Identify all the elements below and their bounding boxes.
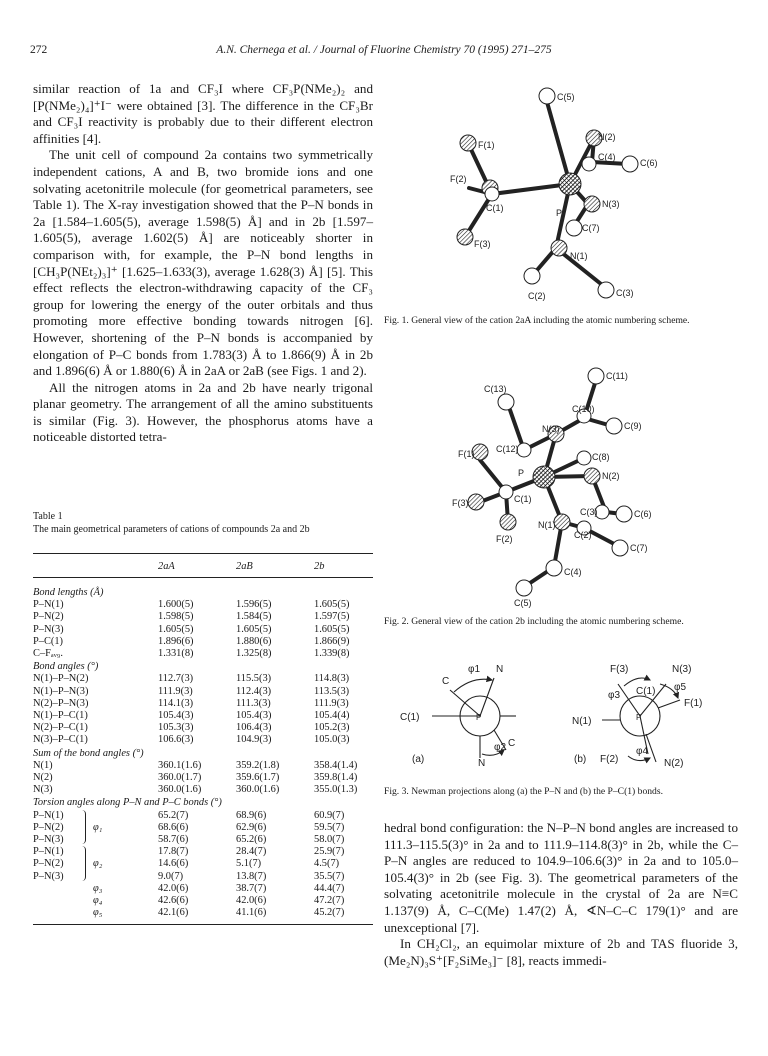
table-cell: 1.325(8) [236,648,272,659]
atom-label: C(3) [616,288,634,298]
table-cell: 68.6(6) [158,821,189,833]
table-cell: 42.0(6) [236,895,267,906]
fig3-label: N [496,664,504,675]
table-cell: 360.1(1.6) [158,759,202,771]
table-cell: 104.9(3) [236,734,272,746]
table-cell: P–N(1) [33,809,64,821]
table-label: Table 1 [33,511,63,522]
table-cell: 1.596(5) [236,599,272,611]
column-header: 2aB [236,561,253,572]
table-cell: 13.8(7) [236,870,267,882]
table-cell: 28.4(7) [236,846,267,858]
atom-label: C(6) [640,158,658,168]
table-cell: 113.5(3) [314,685,350,697]
table-cell: N(3)–P–C(1) [33,734,88,746]
table-cell: 111.9(3) [158,685,193,697]
group-label: φ₂ [93,858,103,870]
table-cell: P–N(1) [33,599,64,611]
table-cell: 58.7(6) [158,834,189,845]
atom-label: C(5) [557,92,575,102]
brace [79,810,86,845]
table-cell: 359.8(1.4) [314,772,358,783]
table-cell: 106.4(3) [236,722,272,734]
table-cell: P–N(3) [33,623,64,635]
table-cell: 105.4(3) [158,710,194,721]
table-cell: 358.4(1.4) [314,759,358,771]
fig3-label: C [442,676,450,687]
fig3-label: φ1 [468,664,481,675]
table-cell: P–N(3) [33,870,64,882]
fig3-label: C(1) [636,686,656,697]
fig3-label: N(2) [664,758,684,769]
table-cell: 1.600(5) [158,599,194,611]
table-cell: 59.5(7) [314,821,345,833]
fig3-label: (a) [412,754,425,765]
atom-label: C(2) [528,291,546,301]
table-cell: 1.584(5) [236,611,272,623]
table-cell: N(3) [33,784,53,796]
table-cell: 1.605(5) [314,599,350,611]
atom-label: C(4) [564,567,582,577]
table-cell: 1.605(5) [314,623,350,635]
figure-1-caption: Fig. 1. General view of the cation 2aA including the atomic numbering scheme. [384,315,690,326]
table-cell: 105.2(3) [314,722,350,734]
table-cell: 111.9(3) [314,697,349,709]
table-cell: P–N(1) [33,846,64,858]
table-cell: 68.9(6) [236,809,267,821]
fig3-label: N [478,758,486,769]
table-cell: 62.9(6) [236,821,267,833]
fig3-label: φ2 [494,742,507,753]
atom-label: F(1) [458,449,475,459]
table-cell: 105.3(3) [158,722,194,734]
table-cell: 360.0(1.6) [158,784,202,796]
table-cell: 1.598(5) [158,611,194,623]
table-cell: 360.0(1.6) [236,784,280,796]
table-cell: 42.0(6) [158,882,189,894]
atom-label: C(8) [592,452,610,462]
table-cell: 1.896(6) [158,635,194,647]
table-cell: 65.2(7) [158,809,189,821]
table-cell: 25.9(7) [314,846,345,858]
fig3-label: P [476,713,482,722]
atom-label: F(2) [496,534,513,544]
atom-label: C(12) [496,444,519,454]
table-cell: 4.5(7) [314,858,340,870]
table-cell: P–N(2) [33,858,64,870]
table-cell: 114.8(3) [314,673,350,685]
table-title: The main geometrical parameters of cations of compounds 2a and 2b [33,523,310,535]
atom-label: C(13) [484,384,507,394]
table-cell: 65.2(6) [236,834,267,845]
table-cell: 114.1(3) [158,697,194,709]
atom-label: C(7) [630,543,648,553]
column-header: 2aA [158,561,175,572]
figure-2-caption: Fig. 2. General view of the cation 2b including the atomic numbering scheme. [384,616,684,627]
fig3-label: F(2) [600,754,619,765]
table-cell: 106.6(3) [158,734,194,746]
atom-label: N(3) [602,199,620,209]
atom-label: F(3) [474,239,491,249]
fig3-label: N(1) [572,716,592,727]
table-cell: P–N(2) [33,611,64,623]
fig3-label: φ5 [674,682,687,693]
fig3-label: N(3) [672,664,692,675]
table-cell: 60.9(7) [314,809,345,821]
table-cell: φ₃ [93,882,103,894]
table-cell: C–Fₐᵥ₉. [33,648,64,659]
paragraph: In CH₂Cl₂, an equimolar mixture of 2b and TAS fluoride 3, (Me₂N)₃S⁺[F₂SiMe₃]⁻ [8], reacts immedi- [384,936,738,968]
table-cell: 1.866(9) [314,635,350,647]
atom-label: F(1) [478,140,495,150]
fig3-label: F(3) [610,664,629,675]
fig3-label: C [508,738,516,749]
atom-label: N(1) [570,251,588,261]
atom-label: C(11) [606,371,628,381]
atom-label: C(9) [624,421,642,431]
table-cell: 1.331(8) [158,648,194,659]
table-cell: 115.5(3) [236,673,272,685]
atom-label: C(1) [486,203,504,213]
table-cell: 112.4(3) [236,685,272,697]
atom-label: N(2) [598,132,616,142]
table-cell: 42.6(6) [158,895,189,906]
table-cell: 44.4(7) [314,882,345,894]
atom-label: C(4) [598,152,616,162]
table-cell: 42.1(6) [158,907,189,919]
table-cell: 58.0(7) [314,834,345,845]
left-column-text [33,81,373,446]
table-cell: N(1)–P–C(1) [33,710,88,721]
table-caption [33,511,373,536]
paragraph: The unit cell of compound 2a contains two symmetrically independent cations, A and B, two bromide ions and one solvating acetonitrile molecule (for geometrical parameters, see Table 1). The X-ray investigation showed that the P–N bonds in 2a [1.584–1.605(5), average 1.598(5) Å] and in 2b [1.597–1.605(5), average 1.602(5) Å] are noticeably shorter in comparison with, for example, the P–N bond lengths in [CH₃P(NEt₂)₃]⁺ [1.625–1.633(3), average 1.628(3) Å] [5]. This effect reflects the electron-withdrawing capacity of the CF₃ group for lowering the energy of the outer orbitals and thus promoting more effective bonding towards nitrogen [6]. However, shortening of the P–N bonds is accompanied by elongation of P–C bonds from 1.783(3) Å to 1.866(9) Å in 2b and 1.896(6) Å or 1.880(6) Å in 2aA or 2aB (see Figs. 1 and 2). [33,147,373,379]
atom-label: N(1) [538,520,556,530]
table-cell: 359.6(1.7) [236,772,280,783]
running-head: A.N. Chernega et al. / Journal of Fluorine Chemistry 70 (1995) 271–275 [216,44,552,56]
section-title-text: Bond angles (°) [33,661,99,673]
table-cell: 38.7(7) [236,882,267,894]
table-cell: 1.880(6) [236,635,272,647]
table-rule [33,924,373,925]
figure-3-caption: Fig. 3. Newman projections along (a) the P–N and (b) the P–C(1) bonds. [384,786,663,797]
table-cell: 105.4(3) [236,710,272,721]
atom-label: C(5) [514,598,532,608]
table-cell: 41.1(6) [236,907,267,919]
table-cell: 9.0(7) [158,870,184,882]
table-cell: N(1)–P–N(2) [33,673,89,685]
table-cell: φ₅ [93,907,103,919]
table-cell: P–C(1) [33,635,64,647]
table-rule [33,577,373,578]
table-cell: φ₄ [93,895,103,906]
fig3-label: φ4 [636,746,649,757]
table-cell: 17.8(7) [158,846,189,858]
table-cell: 112.7(3) [158,673,194,685]
column-header: 2b [314,561,325,572]
section-title-text: Torsion angles along P–N and P–C bonds (°) [33,797,222,809]
paragraph: hedral bond configuration: the N–P–N bond angles are increased to 111.3–115.5(3)° in 2a and to 111.9–114.8(3)° in 2b, while the C–P–N angles are reduced to 104.9–106.6(3)° in 2a and to 105.0–105.4(3)° in 2b (see Fig. 3). The geometrical parameters of the solvating acetonitrile molecule in the crystal of 2a are N≡C 1.137(9) Å, C–C(Me) 1.47(2) Å, ∢N–C–C 179(1)° and are unexceptional [7]. [384,820,738,935]
table-cell: P–N(3) [33,834,64,845]
table-cell: 1.339(8) [314,648,350,659]
table-cell: 1.597(5) [314,611,350,623]
atom-label: F(3) [452,498,469,508]
figure-3-newman [384,654,738,782]
fig3-label: (b) [574,754,587,765]
fig3-label: F(1) [684,698,703,709]
atom-label: F(2) [450,174,467,184]
table-cell: P–N(2) [33,821,64,833]
table-cell: 1.605(5) [236,623,272,635]
table-cell: N(2)–P–C(1) [33,722,88,734]
table-cell: 111.3(3) [236,697,271,709]
table-cell: 14.6(6) [158,858,189,870]
table-cell: 47.2(7) [314,895,345,906]
table-cell: 45.2(7) [314,907,345,919]
paragraph: All the nitrogen atoms in 2a and 2b have nearly trigonal planar geometry. The arrangement of all the amino substituents is similar (Fig. 3). However, the phosphorus atoms have a noticeable distorted tetra- [33,379,373,445]
atom-label: P [556,208,563,218]
atom-label: P [518,468,525,478]
atom-label: C(6) [634,509,652,519]
group-label: φ₁ [93,821,103,833]
table-cell: 1.605(5) [158,623,194,635]
atom-label: C(3) [580,507,598,517]
table-cell: 360.0(1.7) [158,772,202,783]
table-cell: 359.2(1.8) [236,759,280,771]
section-title-text: Sum of the bond angles (°) [33,747,144,759]
atom-label: C(2) [574,530,592,540]
table-cell: 5.1(7) [236,858,262,870]
table-cell: 355.0(1.3) [314,784,358,796]
atom-label: N(2) [602,471,620,481]
atom-label: C(10) [572,404,595,414]
atom-label: C(7) [582,223,600,233]
paragraph: similar reaction of 1a and CF₃I where CF₃P(NMe₂)₂ and [P(NMe₂)₄]⁺I⁻ were obtained [3]. The difference in the CF₃Br and CF₃I reactivity is probably due to their different electron affinities [4]. [33,81,373,146]
figure-1-molecule [384,76,738,316]
table-cell: 105.0(3) [314,734,350,746]
atom-label: C(1) [514,494,532,504]
table-cell: N(2)–P–N(3) [33,697,89,709]
brace [79,846,86,881]
table-cell: 35.5(7) [314,870,345,882]
page-number: 272 [30,44,48,56]
right-column-text [384,820,738,969]
table-cell: N(1)–P–N(3) [33,685,89,697]
table-cell: 105.4(4) [314,710,350,721]
section-title-text: Bond lengths (Å) [33,587,104,598]
fig3-label: φ3 [608,690,621,701]
data-table [33,553,373,1023]
fig3-label: C(1) [400,712,420,723]
table-cell: N(2) [33,772,53,783]
figure-2-molecule [384,362,738,610]
table-cell: N(1) [33,759,53,771]
atom-label: N(3) [542,424,560,434]
fig3-label: P [636,713,642,722]
table-rule [33,553,373,554]
